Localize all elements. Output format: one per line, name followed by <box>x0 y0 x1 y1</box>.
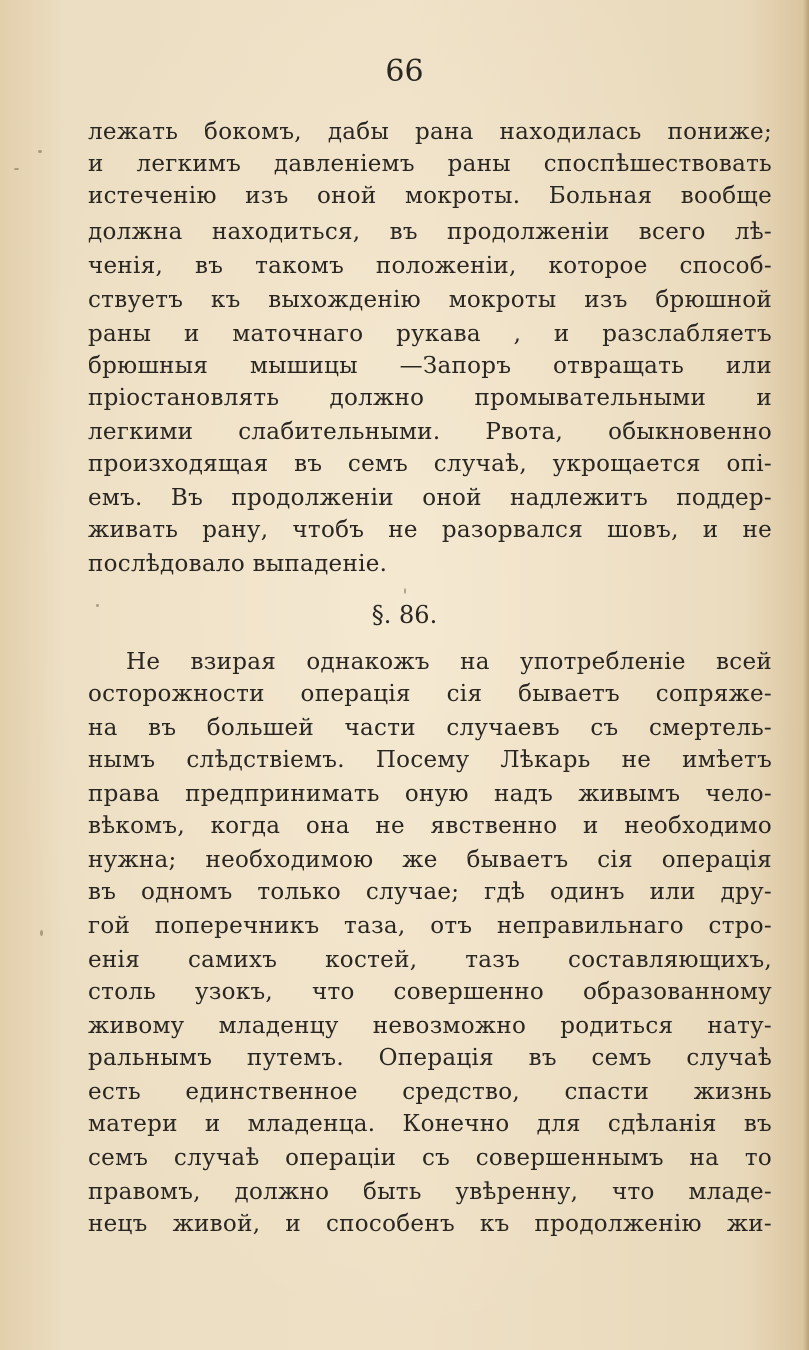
text-line: должна находиться, въ продолженіи всего лѣ- <box>88 219 772 245</box>
section-heading: §. 86. <box>371 601 438 629</box>
paper-speck <box>38 150 42 153</box>
text-line: раны и маточнаго рукава , и разслабляетъ <box>88 321 772 347</box>
text-line: столь узокъ, что совершенно образованному <box>88 979 772 1005</box>
page-edge-shadow <box>803 0 809 1350</box>
text-line: есть единственное средство, спасти жизнь <box>88 1079 772 1105</box>
text-line: произходящая въ семъ случаѣ, укрощается опі- <box>88 451 772 477</box>
text-line: емъ. Въ продолженіи оной надлежитъ поддер- <box>88 485 772 511</box>
text-line: матери и младенца. Конечно для сдѣланія въ <box>88 1111 772 1137</box>
text-line: семъ случаѣ операціи съ совершеннымъ на то <box>88 1145 772 1171</box>
text-line: права предпринимать оную надъ живымъ чело- <box>88 781 772 807</box>
text-line: живому младенцу невозможно родиться нату- <box>88 1013 772 1039</box>
text-line: вѣкомъ, когда она не явственно и необходимо <box>88 813 772 839</box>
text-line: истеченію изъ оной мокроты. Больная вообще <box>88 183 772 209</box>
text-line: въ одномъ только случае; гдѣ одинъ или дру- <box>88 879 772 905</box>
text-line: легкими слабительными. Рвота, обыкновенно <box>88 419 772 445</box>
text-line: пріостановлять должно промывательными и <box>88 385 772 411</box>
text-line: ральнымъ путемъ. Операція въ семъ случаѣ <box>88 1045 772 1071</box>
page-number: 66 <box>385 54 424 89</box>
text-line: енія самихъ костей, тазъ составляющихъ, <box>88 947 772 973</box>
text-line: нецъ живой, и способенъ къ продолженію жи- <box>88 1211 772 1237</box>
text-line: на въ большей части случаевъ съ смертель- <box>88 715 772 741</box>
text-line: осторожности операція сія бываетъ сопряже- <box>88 681 772 707</box>
text-line: правомъ, должно быть увѣренну, что младе- <box>88 1179 772 1205</box>
text-line: гой поперечникъ таза, отъ неправильнаго стро- <box>88 913 772 939</box>
text-line: ченія, въ такомъ положеніи, которое способ- <box>88 253 772 279</box>
paper-speck <box>14 168 19 170</box>
text-line: брюшныя мышицы —Запоръ отвращать или <box>88 353 772 379</box>
text-line: Не взирая однакожъ на употребленіе всей <box>126 649 772 675</box>
text-line: лежать бокомъ, дабы рана находилась пониже; <box>88 119 772 145</box>
text-line: нужна; необходимою же бываетъ сія операція <box>88 847 772 873</box>
text-line: живать рану, чтобъ не разорвался шовъ, и не <box>88 517 772 543</box>
text-line: нымъ слѣдствіемъ. Посему Лѣкарь не имѣетъ <box>88 747 772 773</box>
text-line: ствуетъ къ выхожденію мокроты изъ брюшной <box>88 287 772 313</box>
paper-speck <box>40 930 43 936</box>
text-line: и легкимъ давленіемъ раны споспѣшествовать <box>88 151 772 177</box>
paper-speck <box>404 588 406 594</box>
text-line: послѣдовало выпаденіе. <box>88 551 388 577</box>
